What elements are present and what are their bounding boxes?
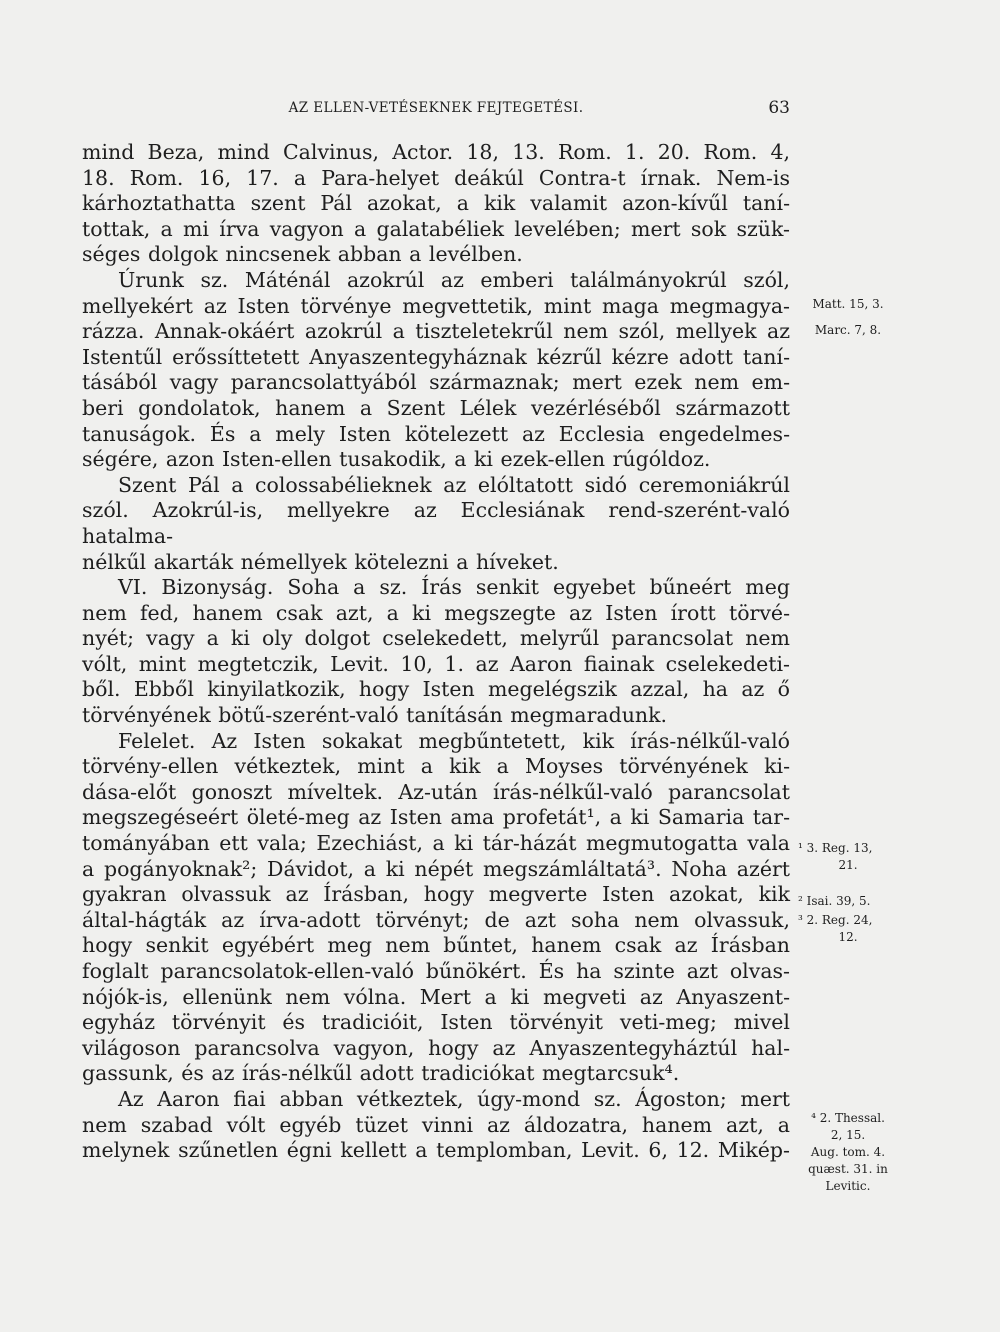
- margin-note-line: ¹ 3. Reg. 13,: [798, 841, 873, 855]
- text-line: nélkűl akarták némellyek kötelezni a híveket.: [82, 549, 559, 574]
- margin-note-line: ⁴ 2. Thessal.: [811, 1111, 885, 1125]
- body-text: [82, 140, 790, 1164]
- margin-note: [798, 893, 898, 910]
- margin-note: [798, 912, 898, 946]
- margin-note: [798, 322, 898, 339]
- paragraph: [82, 140, 790, 268]
- text-line: tományában ett vala; Ezechiást, a ki tár-házát megmutogatta vala: [82, 831, 790, 856]
- text-line: Szent Pál a colossabélieknek az elóltatott sidó ceremoniákrúl: [118, 472, 790, 497]
- paragraph: [82, 268, 790, 473]
- text-line: dása-előt gonoszt míveltek. Az-után írás-nélkűl-való parancsolat: [82, 779, 790, 804]
- text-line: törvényének bötű-szerént-való tanításán megmaradunk.: [82, 703, 668, 728]
- text-line: nem szabad vólt egyéb tüzet vinni az áldozatra, hanem azt, a: [82, 1112, 790, 1137]
- margin-note-line: Aug. tom. 4.: [810, 1145, 886, 1159]
- margin-note-line: Matt. 15, 3.: [812, 297, 884, 311]
- margin-note-line: 12.: [838, 930, 858, 944]
- text-line: Úrunk sz. Máténál azokrúl az emberi találmányokrúl szól,: [118, 267, 790, 292]
- text-line: séges dolgok nincsenek abban a levélben.: [82, 242, 523, 267]
- page-header: [82, 100, 790, 124]
- text-line: gassunk, és az írás-nélkűl adott tradiciókat megtarcsuk⁴.: [82, 1061, 680, 1086]
- text-line: szól. Azokrúl-is, mellyekre az Ecclesiának rend-szerént-való hatalma-: [82, 498, 790, 548]
- text-line: Istentűl erőssíttetett Anyaszentegyháznak kézrűl kézre adott taní-: [82, 344, 790, 369]
- text-line: VI. Bizonyság. Soha a sz. Írás senkit egyebet bűneért meg: [118, 575, 790, 600]
- text-line: melynek szűnetlen égni kellett a templomban, Levit. 6, 12. Mikép-: [82, 1138, 790, 1163]
- margin-note-line: 2, 15.: [830, 1128, 866, 1142]
- text-line: ből. Ebből kinyilatkozik, hogy Isten megelégszik azzal, ha az ő: [82, 677, 790, 702]
- text-line: 18. Rom. 16, 17. a Para-helyet deákúl Contra-t írnak. Nem-is: [82, 165, 790, 190]
- margin-note-line: 21.: [838, 858, 858, 872]
- page-number: 63: [768, 98, 790, 118]
- paragraph: [82, 729, 790, 1087]
- text-line: mellyekért az Isten törvénye megvettetik, mint maga megmagya-: [82, 293, 790, 318]
- text-line: tásából vagy parancsolattyából származnak; mert ezek nem em-: [82, 370, 790, 395]
- margin-note-line: ³ 2. Reg. 24,: [798, 913, 873, 927]
- text-line: foglalt parancsolatok-ellen-való bűnökért. És ha szinte azt olvas-: [82, 959, 790, 983]
- text-line: vólt, mint megtetczik, Levit. 10, 1. az Aaron fiainak cselekedeti-: [82, 651, 790, 676]
- text-line: a pogányoknak²; Dávidot, a ki népét megszámláltatá³. Noha azért: [82, 856, 790, 881]
- text-line: rázza. Annak-okáért azokrúl a tiszteletekrűl nem szól, mellyek az: [82, 319, 790, 344]
- text-line: ségére, azon Isten-ellen tusakodik, a ki ezek-ellen rúgóldoz.: [82, 447, 711, 472]
- text-line: beri gondolatok, hanem a Szent Lélek vezérléséből származott: [82, 395, 790, 420]
- text-line: tottak, a mi írva vagyon a galatabéliek levelében; mert sok szük-: [82, 216, 790, 241]
- margin-note: [798, 840, 898, 874]
- text-line: hogy senkit egyébért meg nem bűntet, hanem csak az Írásban: [82, 933, 790, 958]
- running-title: AZ ELLEN-VETÉSEKNEK FEJTEGETÉSI.: [288, 100, 584, 116]
- margin-note-line: Marc. 7, 8.: [814, 323, 882, 337]
- text-line: tanuságok. És a mely Isten kötelezett az Ecclesia engedelmes-: [82, 421, 790, 446]
- text-line: nójók-is, ellenünk nem vólna. Mert a ki megveti az Anyaszent-: [82, 984, 790, 1009]
- margin-note: [798, 296, 898, 313]
- text-line: Az Aaron fiai abban vétkeztek, úgy-mond sz. Ágoston; mert: [118, 1086, 790, 1111]
- text-line: gyakran olvassuk az Írásban, hogy megverte Isten azokat, kik: [82, 882, 790, 907]
- text-line: kárhoztathatta szent Pál azokat, a kik valamit azon-kívűl taní-: [82, 191, 790, 216]
- text-line: törvény-ellen vétkeztek, mint a kik a Moyses törvényének ki-: [82, 754, 790, 779]
- text-line: nem fed, hanem csak azt, a ki megszegte az Isten írott törvé-: [82, 600, 790, 625]
- text-line: egyház törvényit és tradicióit, Isten törvényit veti-meg; mivel: [82, 1010, 790, 1035]
- margin-note-line: quæst. 31. in: [808, 1162, 888, 1176]
- paragraph: [82, 575, 790, 729]
- text-line: mind Beza, mind Calvinus, Actor. 18, 13. Rom. 1. 20. Rom. 4,: [82, 140, 790, 164]
- paragraph: [82, 1087, 790, 1164]
- margin-note-line: ² Isai. 39, 5.: [798, 894, 871, 908]
- margin-note-line: Levitic.: [825, 1179, 871, 1193]
- paragraph: [82, 473, 790, 575]
- text-line: Felelet. Az Isten sokakat megbűntetett, kik írás-nélkűl-való: [118, 728, 790, 753]
- text-line: világoson parancsolva vagyon, hogy az Anyaszentegyháztúl hal-: [82, 1035, 790, 1060]
- text-line: nyét; vagy a ki oly dolgot cselekedett, melyrűl parancsolat nem: [82, 626, 790, 651]
- margin-note: [798, 1110, 898, 1195]
- text-line: megszegéseért öleté-meg az Isten ama profetát¹, a ki Samaria tar-: [82, 805, 790, 830]
- text-line: által-hágták az írva-adott törvényt; de azt soha nem olvassuk,: [82, 907, 790, 932]
